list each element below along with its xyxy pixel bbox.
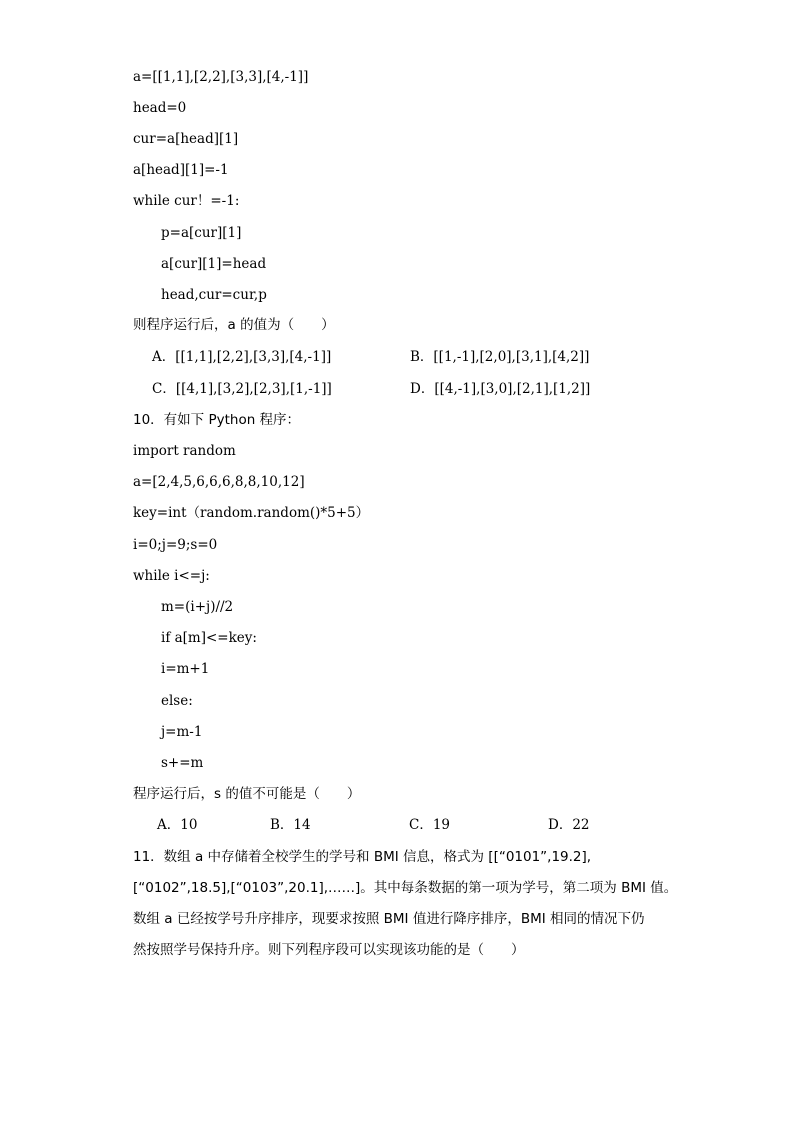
q10-code-line-6: m=(i+j)//2 xyxy=(161,599,234,615)
q9-option-d: D．[[4,-1],[3,0],[2,1],[1,2]] xyxy=(410,381,591,397)
q10-code-line-9: else: xyxy=(161,693,193,709)
q10-code-line-5: while i<=j: xyxy=(133,568,210,584)
q9-prompt: 则程序运行后，a 的值为（ ） xyxy=(133,317,335,333)
q10-option-b: B．14 xyxy=(270,817,311,833)
q11-line-1: 11．数组 a 中存储着全校学生的学号和 BMI 信息，格式为 [[“0101”,19.2], xyxy=(133,849,592,865)
q10-option-d: D．22 xyxy=(548,817,590,833)
q9-code-line-5: while cur！=-1: xyxy=(133,193,240,209)
q9-option-b: B．[[1,-1],[2,0],[3,1],[4,2]] xyxy=(410,349,590,365)
q9-code-line-6: p=a[cur][1] xyxy=(161,225,242,241)
q9-option-c: C．[[4,1],[3,2],[2,3],[1,-1]] xyxy=(152,381,332,397)
q11-line-2: [“0102”,18.5],[“0103”,20.1],……]。其中每条数据的第一项为学号，第二项为 BMI 值。 xyxy=(133,880,678,896)
q9-code-line-8: head,cur=cur,p xyxy=(161,287,267,303)
q9-code-line-3: cur=a[head][1] xyxy=(133,131,239,147)
q10-prompt: 程序运行后，s 的值不可能是（ ） xyxy=(133,786,361,802)
q10-code-line-8: i=m+1 xyxy=(161,661,210,677)
q10-code-line-3: key=int（random.random()*5+5） xyxy=(133,505,370,521)
q10-code-line-10: j=m-1 xyxy=(161,724,203,740)
q10-option-c: C．19 xyxy=(409,817,451,833)
q10-code-line-11: s+=m xyxy=(161,755,204,771)
q10-code-line-2: a=[2,4,5,6,6,6,8,8,10,12] xyxy=(133,474,305,490)
q9-code-line-1: a=[[1,1],[2,2],[3,3],[4,-1]] xyxy=(133,69,309,85)
q9-option-a: A．[[1,1],[2,2],[3,3],[4,-1]] xyxy=(152,349,332,365)
q9-code-line-2: head=0 xyxy=(133,100,187,116)
q10-code-line-4: i=0;j=9;s=0 xyxy=(133,537,218,553)
q10-option-a: A．10 xyxy=(157,817,198,833)
q9-code-line-7: a[cur][1]=head xyxy=(161,256,267,272)
q11-line-3: 数组 a 已经按学号升序排序，现要求按照 BMI 值进行降序排序，BMI 相同的情况下仍 xyxy=(133,911,645,927)
q11-line-4: 然按照学号保持升序。则下列程序段可以实现该功能的是（ ） xyxy=(133,942,525,958)
q10-stem: 10．有如下 Python 程序： xyxy=(133,412,301,428)
q10-code-line-1: import random xyxy=(133,443,236,459)
q9-code-line-4: a[head][1]=-1 xyxy=(133,162,229,178)
q10-code-line-7: if a[m]<=key: xyxy=(161,630,257,646)
